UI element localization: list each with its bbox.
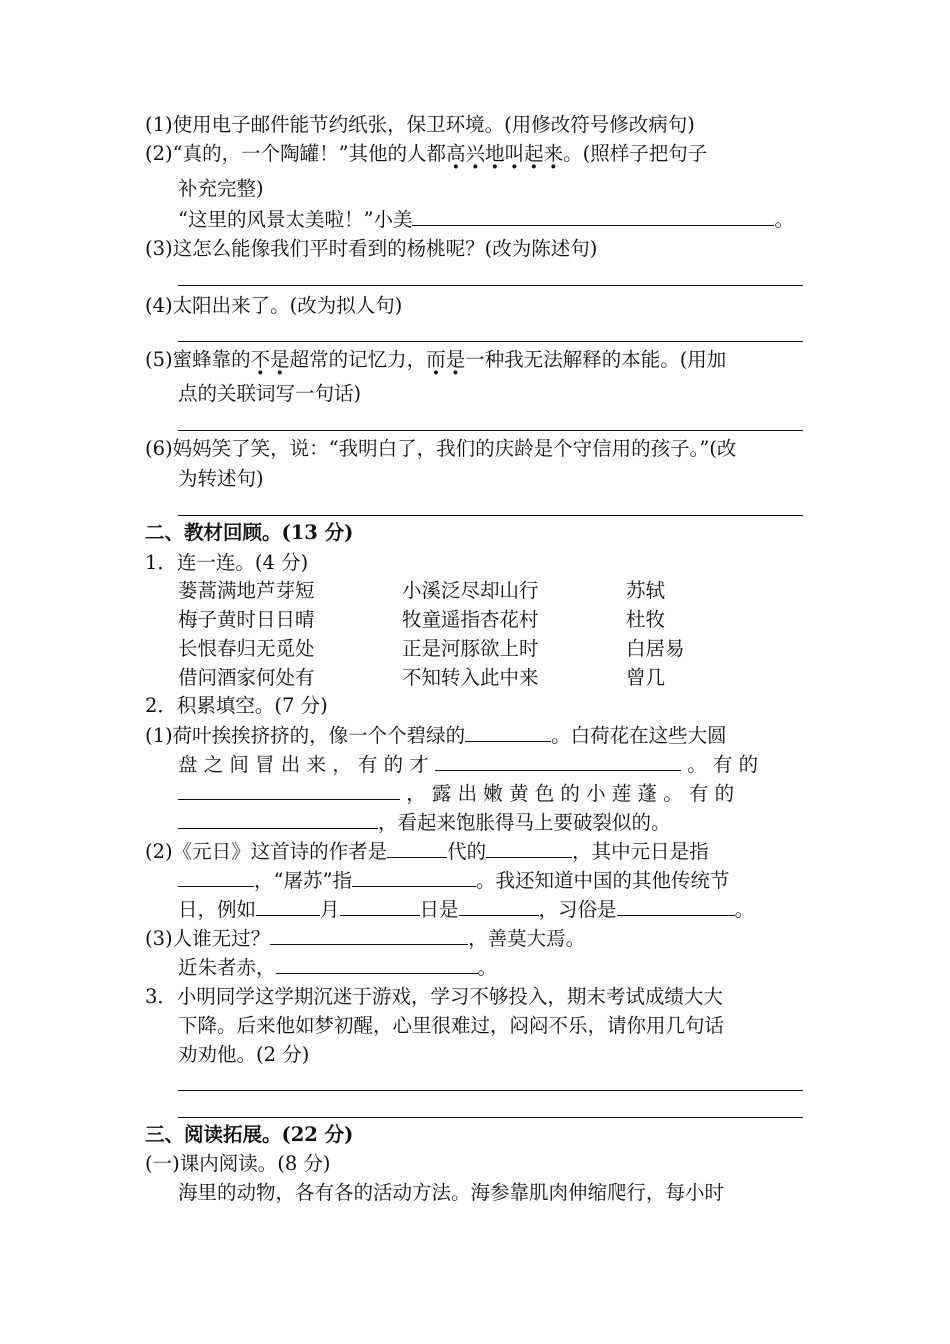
answer-blank[interactable] <box>465 723 551 742</box>
answer-line[interactable] <box>178 285 803 286</box>
text: 日是 <box>419 898 459 921</box>
question-1-2 <box>145 141 707 167</box>
match-col-1-item: 长恨春归无觅处 <box>178 637 315 660</box>
fill-1-c <box>178 781 734 807</box>
text: 。(照样子把句子 <box>563 142 708 165</box>
question-1-6: (6)妈妈笑了笑，说：“我明白了，我们的庆龄是个守信用的孩子。”(改 <box>145 437 737 460</box>
dotted-char: 是 <box>270 348 290 371</box>
answer-line[interactable] <box>178 1090 803 1091</box>
text: (3)人谁无过？ <box>145 927 271 950</box>
dotted-char: 叫 <box>504 142 525 165</box>
text: 。 <box>774 208 794 231</box>
answer-blank[interactable] <box>276 955 478 974</box>
text: (5)蜜蜂靠的 <box>145 348 251 371</box>
fill-2-b <box>178 868 729 894</box>
answer-blank[interactable] <box>178 810 378 829</box>
answer-blank[interactable] <box>617 897 735 916</box>
fill-2-c <box>178 897 754 923</box>
answer-blank[interactable] <box>412 207 774 226</box>
dotted-char: 是 <box>445 348 466 371</box>
dotted-char: 高 <box>446 142 466 165</box>
text: 代的 <box>447 840 487 863</box>
section-3-subtitle: (一)课内阅读。(8 分) <box>145 1152 331 1175</box>
text: ，看起来饱胀得马上要破裂似的。 <box>378 811 671 834</box>
answer-blank[interactable] <box>340 897 420 916</box>
text: (2)《元日》这首诗的作者是 <box>145 840 388 863</box>
answer-blank[interactable] <box>459 897 539 916</box>
fill-3-b <box>178 955 497 981</box>
dotted-char: 地 <box>485 142 505 165</box>
dotted-char: 起 <box>524 142 544 165</box>
text: (2)“真的，一个陶罐！”其他的人都 <box>145 142 447 165</box>
reading-passage: 海里的动物，各有各的活动方法。海参靠肌肉伸缩爬行，每小时 <box>178 1181 725 1204</box>
question-1-1: (1)使用电子邮件能节约纸张，保卫环境。(用修改符号修改病句) <box>145 113 695 136</box>
match-col-2-item: 小溪泛尽却山行 <box>402 579 539 602</box>
fill-1-d <box>178 810 671 836</box>
text: 近朱者赤， <box>178 956 276 979</box>
match-col-3-item: 曾几 <box>626 666 666 689</box>
question-1-5-cont: 点的关联词写一句话) <box>178 382 362 405</box>
answer-blank[interactable] <box>270 926 468 945</box>
match-col-1-item: 蒌蒿满地芦芽短 <box>178 579 315 602</box>
dotted-char: 兴 <box>465 142 486 165</box>
section-2-q2: 2．积累填空。(7 分) <box>145 694 328 717</box>
fill-1 <box>145 723 727 749</box>
dotted-char: 来 <box>543 142 564 165</box>
text: ，“屠苏”指 <box>254 869 352 892</box>
match-col-2-item: 不知转入此中来 <box>402 666 539 689</box>
dotted-char: 不 <box>250 348 271 371</box>
answer-blank[interactable] <box>435 752 681 771</box>
fill-1-b <box>178 752 758 778</box>
match-col-2-item: 正是河豚欲上时 <box>402 637 539 660</box>
answer-blank[interactable] <box>178 868 254 887</box>
question-1-2-cont: 补充完整) <box>178 177 264 200</box>
section-2-q1: 1．连一连。(4 分) <box>145 551 309 574</box>
text: 一种我无法解释的本能。(用加 <box>465 348 727 371</box>
answer-blank[interactable] <box>178 781 400 800</box>
text: 。白荷花在这些大圆 <box>551 724 727 747</box>
fill-2 <box>145 839 709 865</box>
text: ，其中元日是指 <box>572 840 709 863</box>
text: 。 <box>477 956 498 979</box>
question-1-4: (4)太阳出来了。(改为拟人句) <box>145 294 403 317</box>
answer-line[interactable] <box>178 341 803 342</box>
section-2-q3-cont: 下降。后来他如梦初醒，心里很难过，闷闷不乐，请你用几句话 <box>178 1014 725 1037</box>
match-col-1-item: 梅子黄时日日晴 <box>178 608 315 631</box>
match-col-3-item: 苏轼 <box>626 579 666 602</box>
text: 。 有 的 <box>687 753 759 776</box>
answer-blank[interactable] <box>352 868 476 887</box>
match-col-2-item: 牧童遥指杏花村 <box>402 608 539 631</box>
text: 盘 之 间 冒 出 来 ， 有 的 才 <box>178 753 429 776</box>
section-3-title: 三、阅读拓展。(22 分) <box>145 1123 354 1146</box>
match-col-3-item: 杜牧 <box>626 608 666 631</box>
answer-line[interactable] <box>178 430 803 431</box>
answer-blank[interactable] <box>387 839 447 858</box>
text: 。 <box>734 898 755 921</box>
fill-3 <box>145 926 585 952</box>
answer-blank[interactable] <box>486 839 572 858</box>
text: 。我还知道中国的其他传统节 <box>475 869 730 892</box>
section-2-title: 二、教材回顾。(13 分) <box>145 521 354 544</box>
question-1-3: (3)这怎么能像我们平时看到的杨桃呢？(改为陈述句) <box>145 237 598 260</box>
text: (1)荷叶挨挨挤挤的，像一个个碧绿的 <box>145 724 466 747</box>
dotted-char: 而 <box>426 348 446 371</box>
question-1-6-cont: 为转述句) <box>178 467 264 490</box>
answer-line[interactable] <box>178 1117 803 1118</box>
text: 日，例如 <box>178 898 257 921</box>
section-2-q3: 3．小明同学这学期沉迷于游戏，学习不够投入，期末考试成绩大大 <box>145 985 723 1008</box>
question-1-2-example <box>178 207 794 233</box>
answer-line[interactable] <box>178 515 803 516</box>
text: ， 露 出 嫩 黄 色 的 小 莲 蓬 。 有 的 <box>406 782 735 805</box>
match-col-1-item: 借问酒家何处有 <box>178 666 315 689</box>
text: 月 <box>320 898 340 921</box>
text: ，善莫大焉。 <box>468 927 586 950</box>
text: ，习俗是 <box>538 898 617 921</box>
section-2-q3-cont: 劝劝他。(2 分) <box>178 1043 310 1066</box>
text: “这里的风景太美啦！”小美 <box>178 208 413 231</box>
text: 超常的记忆力， <box>289 348 427 371</box>
answer-blank[interactable] <box>256 897 320 916</box>
question-1-5 <box>145 347 726 373</box>
match-col-3-item: 白居易 <box>626 637 685 660</box>
